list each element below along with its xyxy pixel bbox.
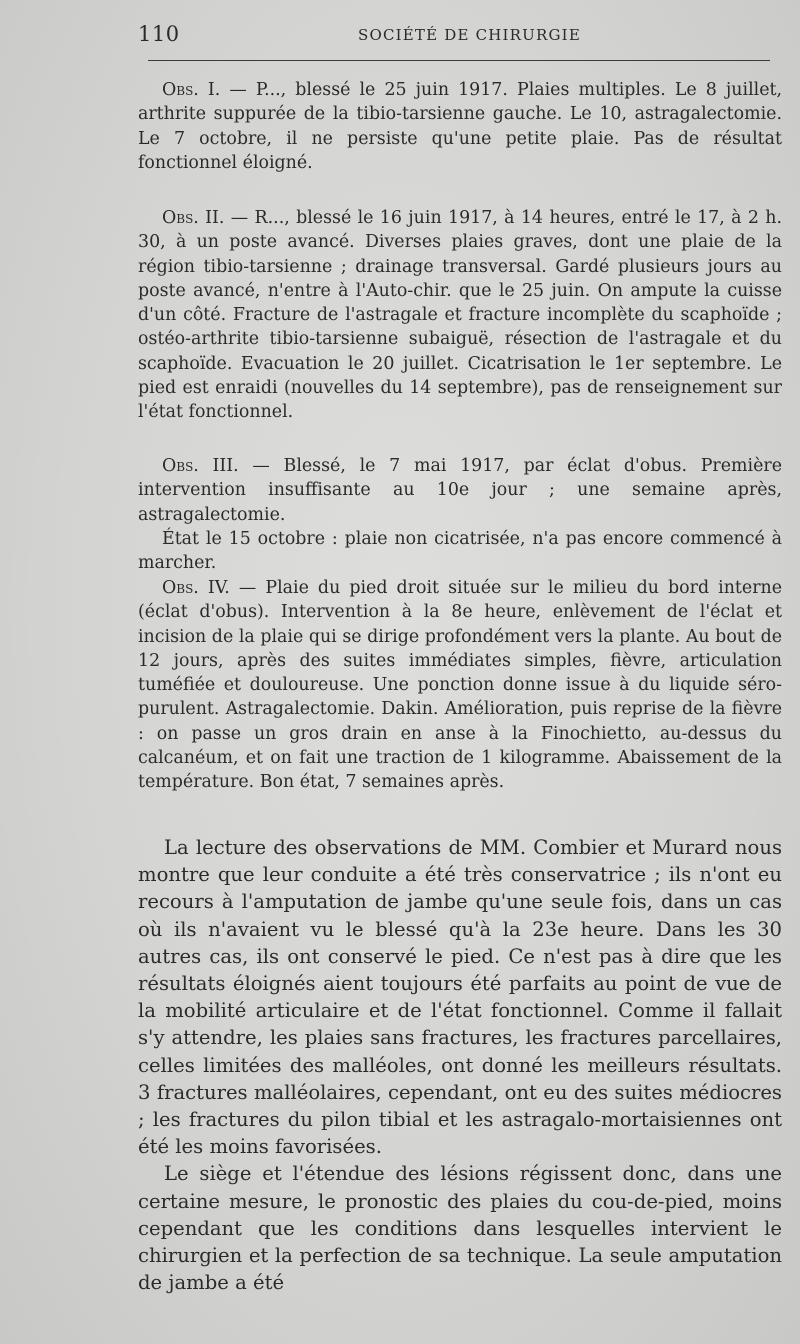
observation-1 — [138, 78, 782, 175]
commentary-paragraph-1: La lecture des observations de MM. Combier et Murard nous montre que leur conduite a été très conservatrice ; ils n'ont eu recours à l'amputation de jambe qu'une seule fois, dans un cas où ils n'avaient vu le blessé qu'à la 23e heure. Dans les 30 autres cas, ils ont conservé le pied. Ce n'est pas à dire que les résultats éloignés aient toujours été parfaits au point de vue de la mobilité articulaire et de l'état fonctionnel. Comme il fallait s'y attendre, les plaies sans fractures, les fractures parcellaires, celles limitées des malléoles, ont donné les meilleurs résultats. 3 fractures malléolaires, cependant, ont eu des suites médiocres ; les fractures du pilon tibial et les astragalo-mortaisiennes ont été les moins favorisées. — [138, 836, 782, 1159]
observation-label: Obs. I. — [162, 80, 221, 100]
running-title: SOCIÉTÉ DE CHIRURGIE — [358, 26, 581, 44]
observation-continuation: État le 15 octobre : plaie non cicatrisée, n'a pas encore commencé à marcher. — [138, 528, 782, 574]
commentary — [138, 834, 782, 1296]
page-number: 110 — [138, 22, 180, 46]
header-rule — [148, 60, 770, 61]
observation-2 — [138, 206, 782, 425]
observation-text: — Plaie du pied droit située sur le milieu du bord interne (éclat d'obus). Intervention à la 8e heure, enlèvement de l'éclat et incision de la plaie qui se dirige profondément vers la plante. Au bout de 12 jours, après des suites immédiates simples, fièvre, articulation tuméfiée et douloureuse. Une ponction donne issue à du liquide séro-purulent. Astragalectomie. Dakin. Amélioration, puis reprise de la fièvre : on passe un gros drain en anse à la Finochietto, au-dessus du calcanéum, et on fait une traction de 1 kilogramme. Abaissement de la température. Bon état, 7 semaines après. — [138, 578, 782, 793]
observation-text: — Blessé, le 7 mai 1917, par éclat d'obus. Première intervention insuffisante au 10e jour ; une semaine après, astragalectomie. — [138, 456, 782, 525]
commentary-paragraph-2: Le siège et l'étendue des lésions régissent donc, dans une certaine mesure, le pronostic des plaies du cou-de-pied, moins cependant que les conditions dans lesquelles intervient le chirurgien et la perfection de sa technique. La seule amputation de jambe a été — [138, 1162, 782, 1295]
page-header — [138, 22, 770, 46]
observation-text: — R..., blessé le 16 juin 1917, à 14 heures, entré le 17, à 2 h. 30, à un poste avancé. Diverses plaies graves, dont une plaie de la région tibio-tarsienne ; drainage transversal. Gardé plusieurs jours au poste avancé, n'entre à l'Auto-chir. que le 25 juin. On ampute la cuisse d'un côté. Fracture de l'astragale et fracture incomplète du scaphoïde ; ostéo-arthrite tibio-tarsienne subaiguë, résection de l'astragale et du scaphoïde. Evacuation le 20 juillet. Cicatrisation le 1er septembre. Le pied est enraidi (nouvelles du 14 septembre), pas de renseignement sur l'état fonctionnel. — [138, 208, 782, 423]
observation-3 — [138, 454, 782, 575]
observation-text: — P..., blessé le 25 juin 1917. Plaies multiples. Le 8 juillet, arthrite suppurée de la tibio-tarsienne gauche. Le 10, astragalectomie. Le 7 octobre, il ne persiste qu'une petite plaie. Pas de résultat fonctionnel éloigné. — [138, 80, 782, 173]
observation-label: Obs. III. — [162, 456, 239, 476]
observation-label: Obs. II. — [162, 208, 225, 228]
observation-label: Obs. IV. — [162, 578, 230, 598]
observation-4 — [138, 576, 782, 795]
